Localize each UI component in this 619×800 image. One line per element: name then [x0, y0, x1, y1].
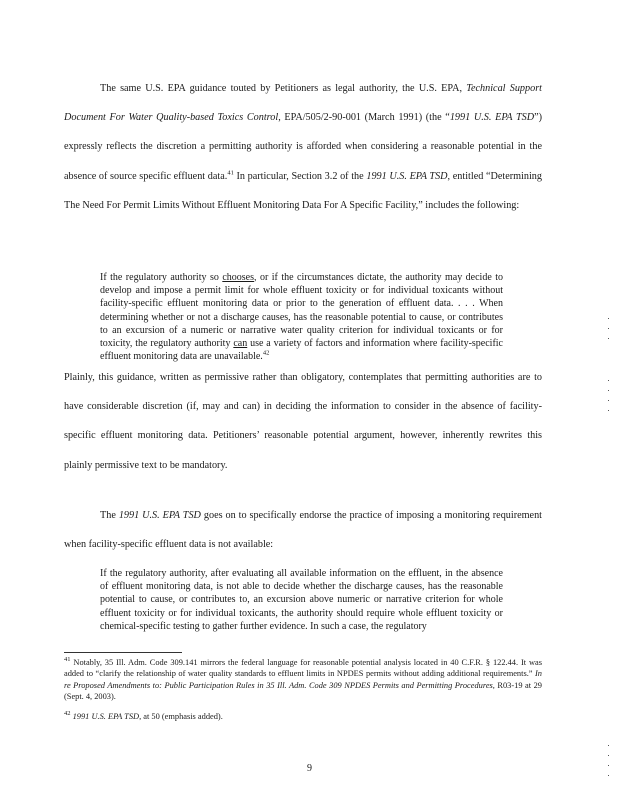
footnote-41 — [64, 657, 542, 703]
block-quote-2: If the regulatory authority, after evaluating all available information on the effluent, in the absence of effluent monitoring data, is not able to decide whether the discharge causes, has the reasonable potential to cause, or contributes to, an excursion above numeric or narrative criterion for whole effluent toxicity or for individual toxicants, the authority should require whole effluent toxicity or chemical-specific testing to gather further evidence. In such a case, the regulatory — [100, 568, 503, 632]
footnote-ref-42: 42 — [262, 349, 270, 357]
footnote-42-tsd-ref: 1991 U.S. EPA TSD — [70, 712, 140, 721]
margin-mark-upper — [608, 318, 610, 348]
p1-text-1: The same U.S. EPA guidance touted by Petitioners as legal authority, the U.S. EPA, — [100, 83, 467, 94]
q1-text-3: , or if the circumstances dictate, the authority may decide to develop and impose a permit limit for whole effluent toxicity or for individual toxicants without facility-specific effluent monitoring data or prior to the generation of effluent data. . . . When determining whether or not a discharge causes, has the reasonable potential to cause, or contributes to an excursion of a numeric or narrative water quality criterion for individual toxicants or for toxicity, the regulatory authority — [100, 272, 504, 350]
footnote-42 — [64, 711, 542, 722]
paragraph-1 — [64, 74, 542, 220]
p1-text-7: In particular, Section 3.2 of the — [233, 170, 367, 182]
p1-text-3: , EPA/505/2-90-001 (March 1991) (the “ — [278, 112, 450, 124]
p1-tsd-ref: 1991 U.S. EPA TSD — [449, 112, 535, 124]
footnote-41-marker: 41 — [64, 656, 71, 664]
page-number: 9 — [307, 763, 312, 774]
p1-text-9: , entitled “Determining The Need For Permit Limits Without Effluent Monitoring Data For A Specific Facility,” includes the following: — [64, 170, 542, 211]
p1-text-5: ”) expressly reflects the discretion a permitting authority is afforded when considering a reasonable potential in the absence of source specific effluent data. — [64, 112, 542, 182]
paragraph-3 — [64, 501, 542, 559]
footnote-41-citation: , R03-19 at 29 (Sept. 4, 2003). — [64, 680, 542, 702]
paragraph-2: Plainly, this guidance, written as permissive rather than obligatory, contemplates that permitting authorities are to have considerable discretion (if, may and can) in deciding the information to consider in the absence of facility-specific effluent monitoring data. Petitioners’ reasonable potential argument, however, inherently rewrites this plainly permissive text to be mandatory. — [64, 372, 542, 471]
margin-mark-middle — [608, 380, 610, 420]
q1-text-5: use a variety of factors and information where facility-specific effluent monitoring data are unavailable. — [100, 338, 503, 363]
footnote-separator — [64, 652, 182, 653]
footnote-41-case-title: In re Proposed Amendments to: Public Participation Rules in 35 Ill. Adm. Code 309 NPDES Permits and Permitting Procedures — [64, 669, 542, 690]
footnote-42-marker: 42 — [64, 710, 71, 718]
p3-text-1: The — [100, 510, 119, 521]
q1-emphasis-chooses: chooses — [222, 272, 254, 283]
footnote-41-text: Notably, 35 Ill. Adm. Code 309.141 mirrors the federal language for reasonable potential analysis located in 40 C.F.R. § 122.44. It was added to “clarify the relationship of water quality standards to effluent limits in NPDES permits without adding additional requirements.” — [64, 658, 542, 679]
footnote-42-text: , at 50 (emphasis added). — [139, 712, 223, 721]
p1-tsd-ref-2: 1991 U.S. EPA TSD — [366, 170, 448, 182]
p1-doc-title: Technical Support Document For Water Quality-based Toxics Control — [64, 83, 542, 124]
margin-mark-lower — [608, 745, 610, 785]
q1-emphasis-can: can — [233, 338, 248, 350]
q1-text-1: If the regulatory authority so — [100, 272, 223, 283]
p3-tsd-ref: 1991 U.S. EPA TSD — [118, 510, 201, 521]
footnote-ref-41: 41 — [227, 169, 234, 177]
p3-text-3: goes on to specifically endorse the practice of imposing a monitoring requirement when facility-specific effluent data is not available: — [64, 510, 543, 551]
block-quote-1 — [100, 271, 503, 363]
